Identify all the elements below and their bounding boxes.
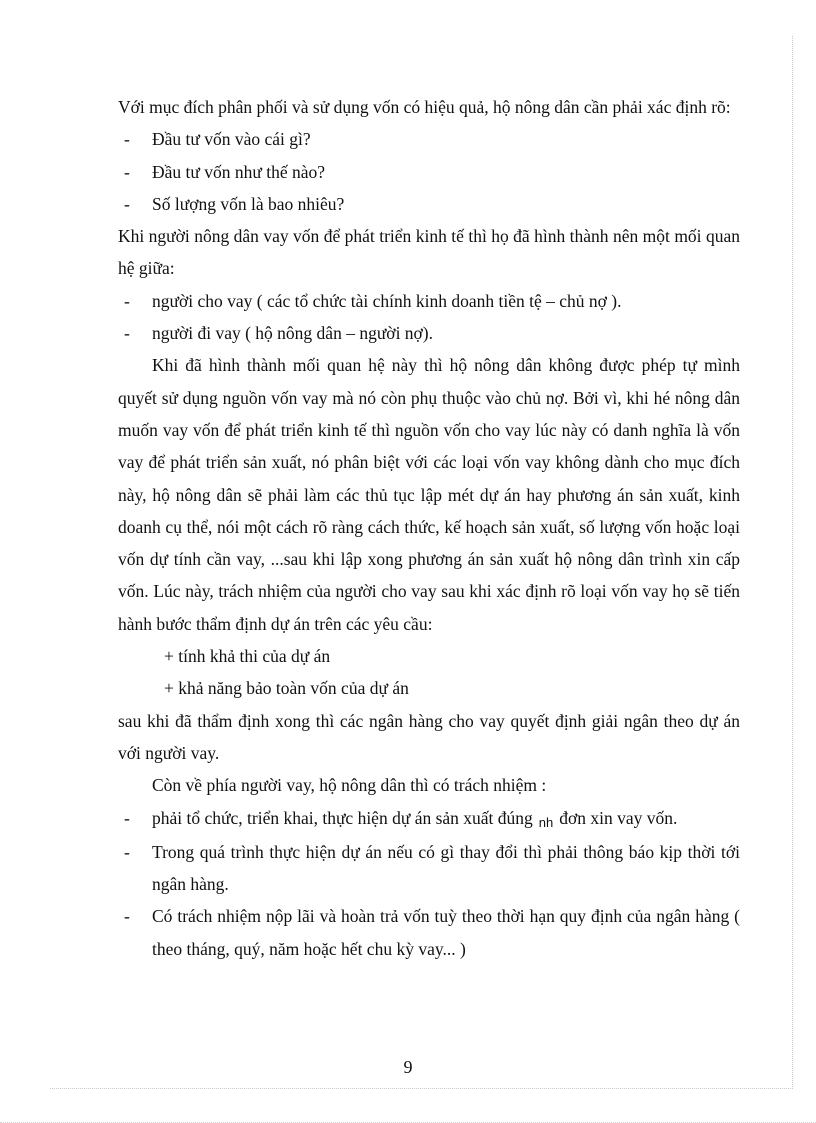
list-item [118, 317, 740, 349]
intro-paragraph: Với mục đích phân phối và sử dụng vốn có hiệu quả, hộ nông dân cần phải xác định rõ: [118, 97, 731, 117]
list-item [118, 188, 740, 220]
stray-subscript: nh [538, 814, 554, 830]
borrower-intro: Còn về phía người vay, hộ nông dân thì có trách nhiệm : [152, 775, 547, 796]
party-text: người đi vay ( hộ nông dân – người nợ). [152, 323, 434, 344]
bullet-dash: - [124, 161, 130, 182]
question-text: Đầu tư vốn như thế nào? [152, 161, 326, 182]
list-item [118, 123, 740, 155]
duty-text: Có trách nhiệm nộp lãi và hoàn trả vốn tuỳ theo thời hạn quy định của ngân hàng ( theo tháng, quý, năm hoặc hết chu kỳ vay... ) [152, 906, 740, 959]
list-item [118, 285, 740, 317]
list-item [118, 156, 740, 188]
criteria-item: + khả năng bảo toàn vốn của dự án [164, 678, 409, 699]
criteria-item: + tính khả thi của dự án [164, 646, 331, 667]
disbursement-paragraph: sau khi đã thẩm định xong thì các ngân hàng cho vay quyết định giải ngân theo dự án với người vay. [118, 710, 740, 763]
list-item [118, 802, 740, 836]
bullet-dash: - [124, 290, 130, 311]
list-item [118, 836, 740, 901]
list-item [118, 900, 740, 965]
duty-text [152, 802, 740, 836]
bullet-dash: - [124, 841, 130, 862]
bullet-dash: - [124, 323, 130, 344]
relation-paragraph: Khi người nông dân vay vốn để phát triển kinh tế thì họ đã hình thành nên một mối quan hệ giữa: [118, 226, 740, 279]
bullet-dash: - [124, 129, 130, 150]
bullet-dash: - [124, 807, 130, 828]
duty-text: Trong quá trình thực hiện dự án nếu có gì thay đổi thì phải thông báo kịp thời tới ngân hàng. [152, 841, 740, 895]
question-text: Đầu tư vốn vào cái gì? [152, 129, 311, 150]
party-text: người cho vay ( các tổ chức tài chính kinh doanh tiền tệ – chủ nợ ). [152, 290, 622, 311]
duty-text-part: đơn xin vay vốn. [559, 807, 678, 828]
bullet-dash: - [124, 193, 130, 214]
main-paragraph: Khi đã hình thành mối quan hệ này thì hộ nông dân không được phép tự mình quyết sử dụng nguồn vốn vay mà nó còn phụ thuộc vào chủ nợ. Bởi vì, khi hé nông dân muốn vay vốn để phát triển kinh tế thì nguồn vốn cho vay lúc này có danh nghĩa là vốn vay để phát triển sản xuất, nó phân biệt với các loại vốn vay không dành cho mục đích này, hộ nông dân sẽ phải làm các thủ tục lập mét dự án hay phương án sản xuất, kinh doanh cụ thể, nói một cách rõ ràng cách thức, kế hoạch sản xuất, số lượng vốn hoặc loại vốn dự tính cần vay, ...sau khi lập xong phương án sản xuất hộ nông dân trình xin cấp vốn. Lúc này, trách nhiệm của người cho vay sau khi xác định rõ loại vốn vay họ sẽ tiến hành bước thẩm định dự án trên các yêu cầu: [118, 355, 740, 634]
bullet-dash: - [124, 906, 130, 927]
page-number: 9 [403, 1057, 413, 1077]
document-body [118, 91, 740, 965]
duty-text-part: phải tổ chức, triển khai, thực hiện dự án sản xuất đúng [152, 807, 533, 828]
question-text: Số lượng vốn là bao nhiêu? [152, 193, 345, 214]
